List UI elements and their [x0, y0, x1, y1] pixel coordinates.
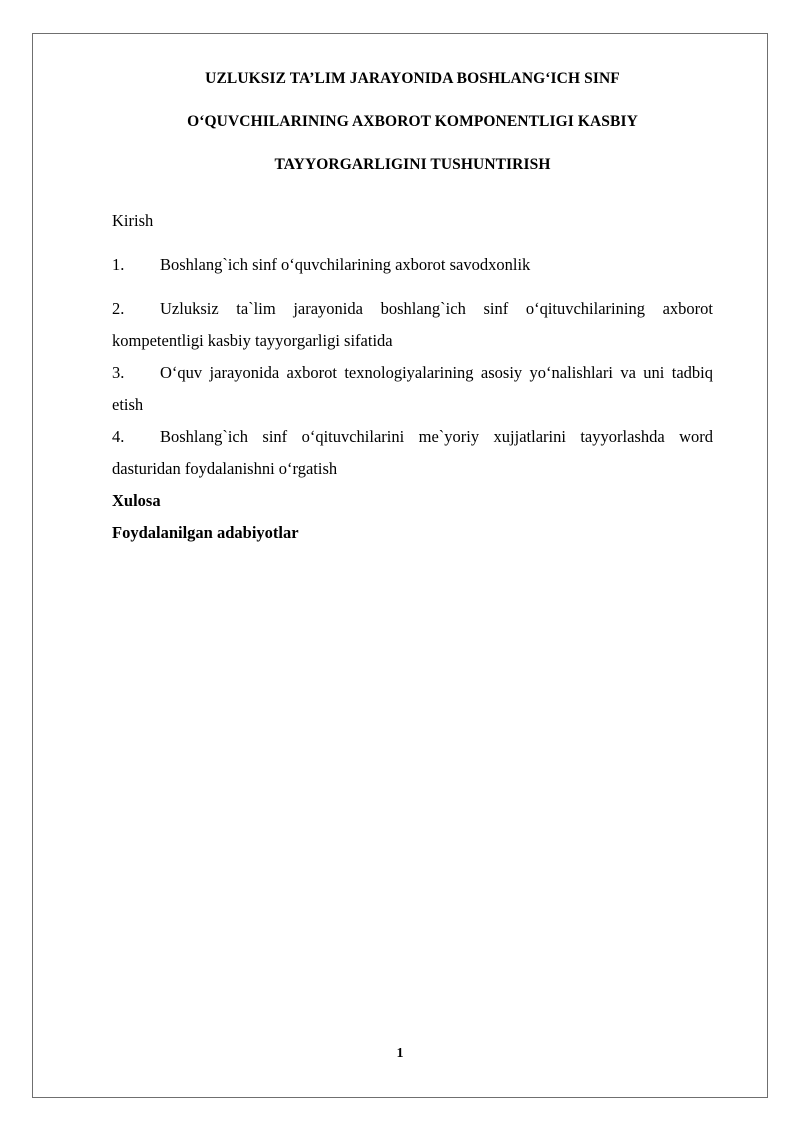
- conclusion-heading: Xulosa: [112, 491, 161, 510]
- contents-item-3-number: 3.: [112, 363, 125, 382]
- page-content: [112, 57, 713, 549]
- document-page: [32, 33, 768, 1098]
- title-line-3: TAYYORGARLIGINI TUSHUNTIRISH: [274, 156, 551, 173]
- references-heading: Foydalanilgan adabiyotlar: [112, 523, 299, 542]
- page-title: [112, 57, 713, 186]
- contents-item-2: [112, 293, 713, 357]
- contents-item-3: [112, 357, 713, 421]
- contents-item-4: [112, 421, 713, 485]
- contents-item-2-number: 2.: [112, 299, 125, 318]
- contents-item-1-text: Boshlang`ich sinf o‘quvchilarining axborot savodxonlik: [160, 255, 531, 274]
- title-line-2: O‘QUVCHILARINING AXBOROT KOMPONENTLIGI KASBIY: [187, 113, 638, 130]
- page-number: 1: [396, 1046, 404, 1061]
- contents-item-4-text: Boshlang`ich sinf o‘qituvchilarini me`yoriy xujjatlarini tayyorlashda word dasturidan foydalanishni o‘rgatish: [112, 427, 713, 478]
- intro-heading: Kirish: [112, 211, 154, 230]
- title-line-1: UZLUKSIZ TA’LIM JARAYONIDA BOSHLANG‘ICH SINF: [205, 70, 620, 87]
- contents-item-1: [112, 249, 713, 281]
- contents-item-1-number: 1.: [112, 255, 125, 274]
- contents-item-3-text: O‘quv jarayonida axborot texnologiyalarining asosiy yo‘nalishlari va uni tadbiq etish: [112, 363, 713, 414]
- contents-item-2-text: Uzluksiz ta`lim jarayonida boshlang`ich sinf o‘qituvchilarining axborot kompetentligi kasbiy tayyorgarligi sifatida: [112, 299, 713, 350]
- contents-item-4-number: 4.: [112, 427, 125, 446]
